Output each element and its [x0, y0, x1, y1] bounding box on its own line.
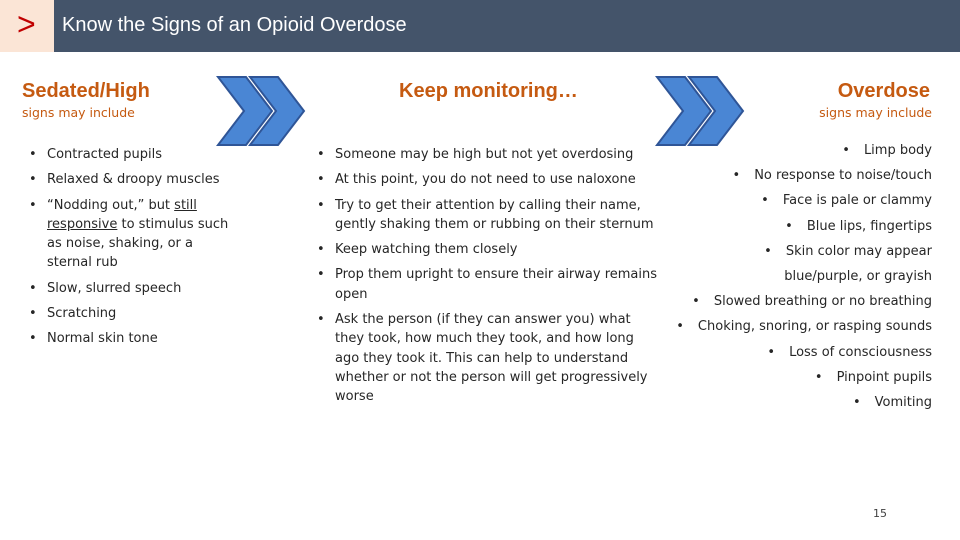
list-item: • Skin color may appear	[764, 244, 932, 259]
sedated-heading: Sedated/High	[22, 80, 150, 102]
sedated-subheading: signs may include	[22, 105, 135, 120]
chevron-right-icon: >	[17, 6, 36, 42]
list-item: • At this point, you do not need to use naloxone	[313, 170, 658, 189]
list-item: • Ask the person (if they can answer you) what they took, how much they took, and how long ago they took it. This can help to understand whether or not the person will get progressively worse	[313, 310, 658, 406]
list-item: • Vomiting	[853, 395, 932, 410]
list-item: • Slowed breathing or no breathing	[692, 294, 932, 309]
list-item: • Limp body	[842, 143, 932, 158]
list-item: • Scratching	[25, 304, 240, 323]
list-item-continuation: blue/purple, or grayish	[784, 269, 932, 284]
list-item: • Normal skin tone	[25, 329, 240, 348]
list-item: • Blue lips, fingertips	[785, 219, 932, 234]
double-chevron-arrow-icon	[216, 75, 306, 147]
header-chevron-box	[0, 0, 54, 52]
page-title: Know the Signs of an Opioid Overdose	[62, 14, 407, 36]
list-item: • Relaxed & droopy muscles	[25, 170, 240, 189]
list-item: • “Nodding out,” but still responsive to stimulus such as noise, shaking, or a sternal rub	[25, 196, 240, 273]
list-item: • Choking, snoring, or rasping sounds	[676, 319, 932, 334]
list-item: • Someone may be high but not yet overdosing	[313, 145, 658, 164]
sedated-signs-list	[25, 145, 240, 355]
list-item: • Prop them upright to ensure their airway remains open	[313, 265, 658, 304]
list-item: • Slow, slurred speech	[25, 279, 240, 298]
monitoring-heading: Keep monitoring…	[399, 80, 578, 102]
list-item: • Face is pale or clammy	[761, 193, 932, 208]
list-item: • Try to get their attention by calling their name, gently shaking them or rubbing on their sternum	[313, 196, 658, 235]
double-chevron-arrow-icon	[655, 75, 745, 147]
monitoring-steps-list	[313, 145, 658, 413]
list-item: • Contracted pupils	[25, 145, 240, 164]
list-item: • Pinpoint pupils	[814, 370, 932, 385]
list-item: • Keep watching them closely	[313, 240, 658, 259]
list-item: • No response to noise/touch	[732, 168, 932, 183]
overdose-subheading: signs may include	[819, 105, 932, 120]
list-item: • Loss of consciousness	[767, 345, 932, 360]
page-number: 15	[873, 507, 887, 520]
overdose-heading: Overdose	[837, 80, 930, 102]
